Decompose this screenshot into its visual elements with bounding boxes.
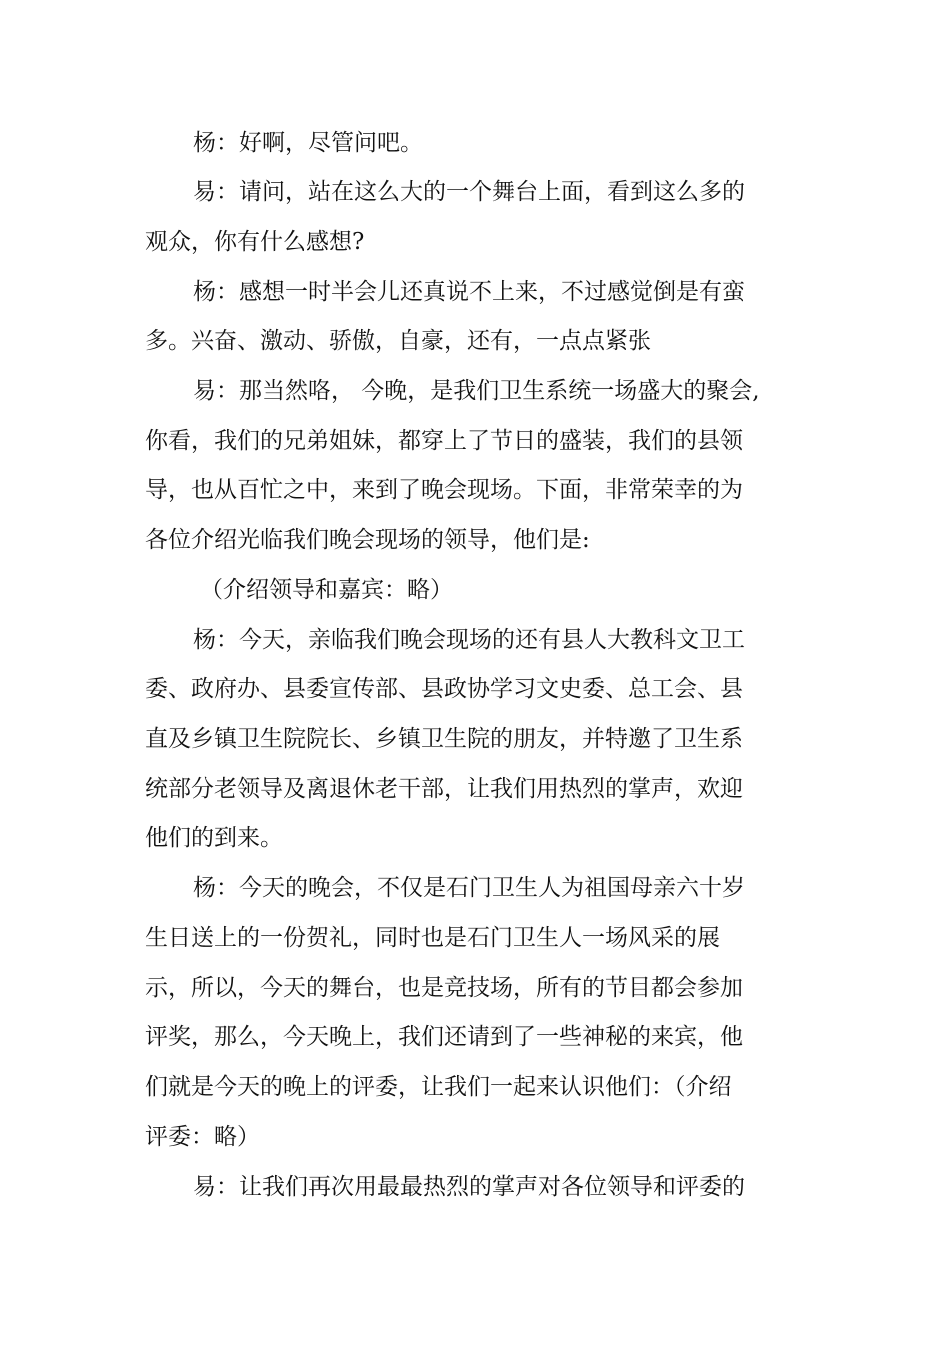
dialogue-yi-1: 易：请问，站在这么大的一个舞台上面，看到这么多的 xyxy=(193,179,745,205)
dialogue-yi-2-cont-2: 导，也从百忙之中，来到了晚会现场。下面，非常荣幸的为 xyxy=(145,477,743,503)
dialogue-yang-3: 杨：今天，亲临我们晚会现场的还有县人大教科文卫工 xyxy=(193,627,745,653)
dialogue-yang-2: 杨：感想一时半会儿还真说不上来，不过感觉倒是有蛮 xyxy=(193,279,745,305)
stage-note-introduction: （介绍领导和嘉宾：略） xyxy=(200,577,453,603)
dialogue-yi-3: 易：让我们再次用最最热烈的掌声对各位领导和评委的 xyxy=(193,1174,745,1200)
dialogue-yi-2-cont-1: 你看，我们的兄弟姐妹，都穿上了节日的盛装，我们的县领 xyxy=(145,428,743,454)
dialogue-yang-4: 杨：今天的晚会，不仅是石门卫生人为祖国母亲六十岁 xyxy=(193,875,745,901)
dialogue-yi-2-cont-3: 各位介绍光临我们晚会现场的领导，他们是: xyxy=(145,527,590,553)
dialogue-yi-2: 易：那当然咯， 今晚，是我们卫生系统一场盛大的聚会, xyxy=(193,378,760,404)
dialogue-yang-4-cont-1: 生日送上的一份贺礼，同时也是石门卫生人一场风采的展 xyxy=(145,925,720,951)
dialogue-yang-4-cont-4: 们就是今天的晚上的评委，让我们一起来认识他们：（介绍 xyxy=(145,1074,732,1100)
dialogue-yang-1: 杨：好啊，尽管问吧。 xyxy=(193,130,423,156)
dialogue-yang-3-cont-2: 直及乡镇卫生院院长、乡镇卫生院的朋友，并特邀了卫生系 xyxy=(145,726,743,752)
dialogue-yang-4-cont-2: 示，所以，今天的舞台，也是竞技场，所有的节目都会参加 xyxy=(145,975,743,1001)
dialogue-yang-4-cont-5: 评委：略） xyxy=(145,1124,260,1150)
dialogue-yang-3-cont-1: 委、政府办、县委宣传部、县政协学习文史委、总工会、县 xyxy=(145,676,743,702)
dialogue-yang-3-cont-4: 他们的到来。 xyxy=(145,825,283,851)
dialogue-yang-2-cont: 多。兴奋、激动、骄傲，自豪，还有，一点点紧张 xyxy=(145,328,651,354)
dialogue-yi-1-cont: 观众，你有什么感想? xyxy=(145,229,365,255)
dialogue-yang-4-cont-3: 评奖，那么，今天晚上，我们还请到了一些神秘的来宾，他 xyxy=(145,1024,743,1050)
dialogue-yang-3-cont-3: 统部分老领导及离退休老干部，让我们用热烈的掌声，欢迎 xyxy=(145,776,743,802)
